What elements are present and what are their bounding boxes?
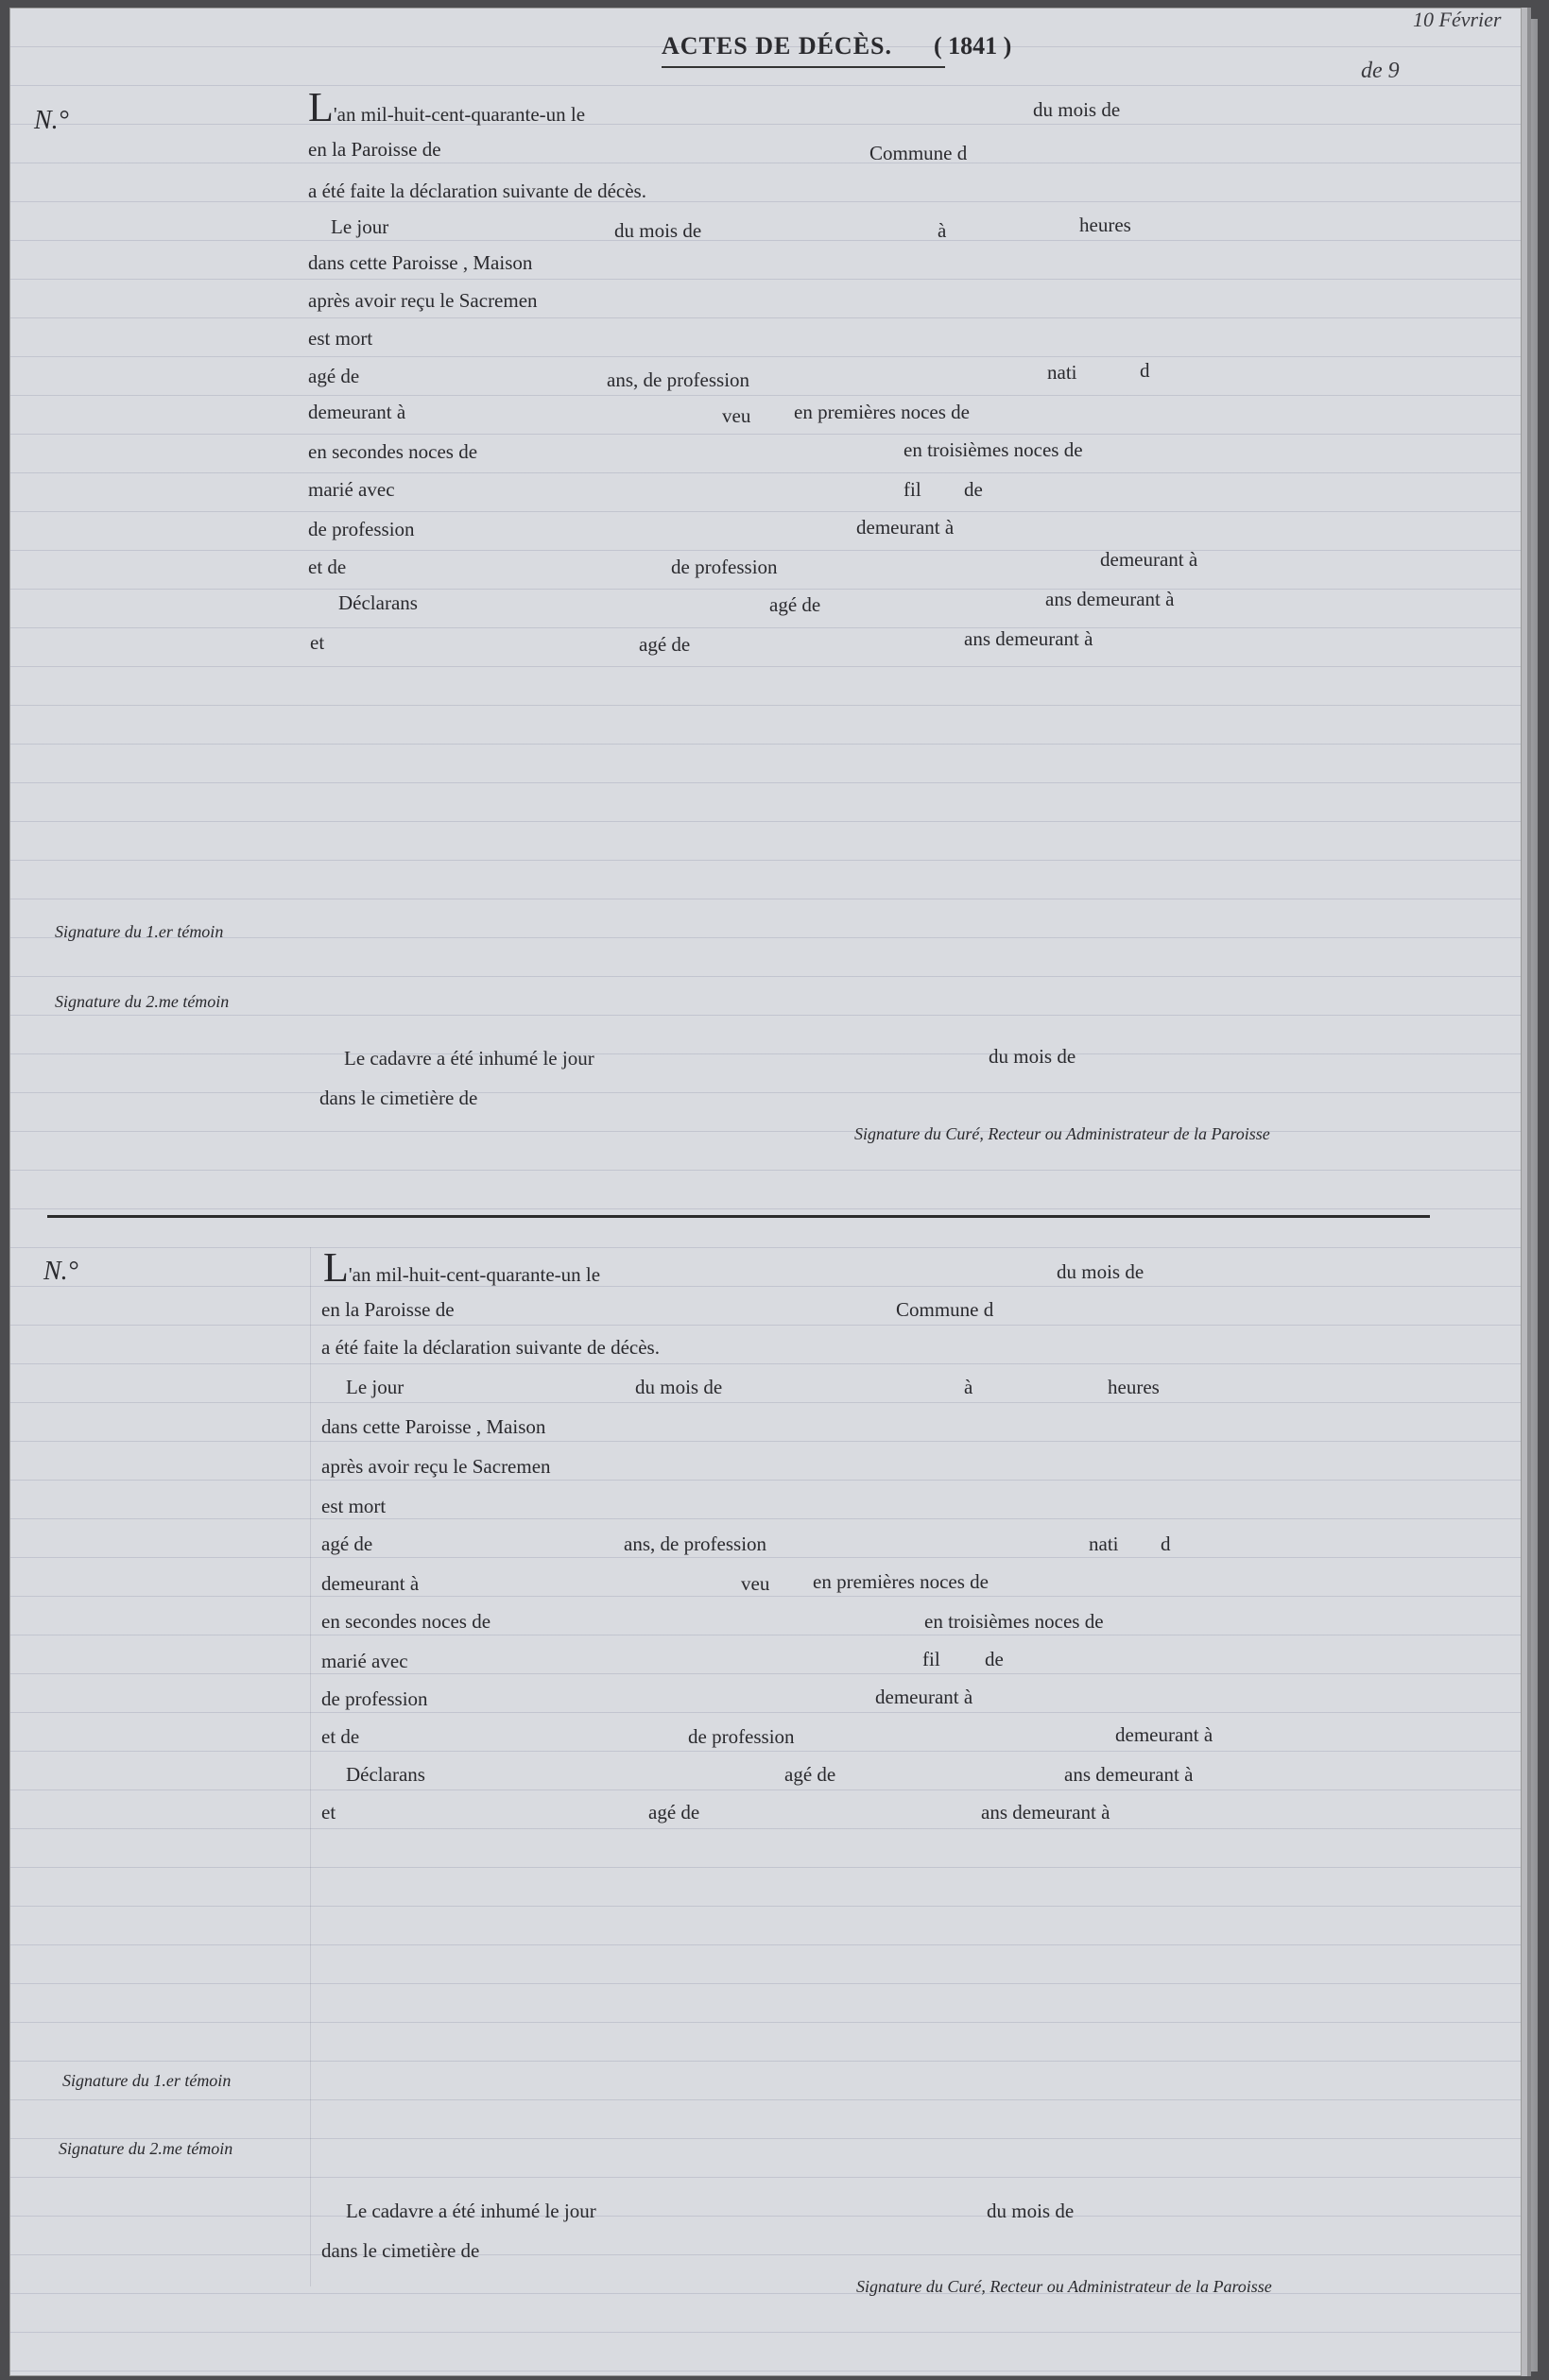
form-label: Le cadavre a été inhumé le jour (344, 1047, 594, 1070)
form-label: a été faite la déclaration suivante de décès. (308, 180, 646, 202)
form-label: en premières noces de (794, 401, 970, 423)
form-label: ans demeurant à (964, 627, 1093, 650)
form-label: dans le cimetière de (319, 1087, 478, 1109)
form-label: du mois de (614, 219, 702, 242)
form-label: après avoir reçu le Sacremen (321, 1455, 551, 1478)
entry-opening-line: L'an mil-huit-cent-quarante-un le (308, 84, 586, 130)
form-label: et de (308, 556, 347, 578)
signature-witness-2-label: Signature du 2.me témoin (59, 2139, 233, 2158)
form-label: après avoir reçu le Sacremen (308, 289, 538, 312)
form-label: nati (1089, 1532, 1119, 1555)
form-label: veu (722, 404, 751, 427)
form-label: Le jour (346, 1376, 404, 1398)
form-label: dans cette Paroisse , Maison (321, 1415, 546, 1438)
form-label: du mois de (635, 1376, 723, 1398)
form-label: heures (1108, 1376, 1160, 1398)
form-label: agé de (769, 593, 821, 616)
form-label: d (1140, 359, 1150, 382)
form-label: demeurant à (1115, 1723, 1213, 1746)
register-page (9, 8, 1522, 2376)
form-label: agé de (308, 365, 360, 387)
corner-handwritten-note: 10 Février (1413, 8, 1502, 31)
form-label: en la Paroisse de (321, 1298, 455, 1321)
form-label: est mort (321, 1495, 387, 1517)
corner-handwritten-fold: de 9 (1361, 59, 1400, 83)
form-label: Commune d (896, 1298, 994, 1321)
form-label: Le jour (331, 215, 389, 238)
form-label: ans demeurant à (1045, 588, 1175, 610)
signature-witness-2-label: Signature du 2.me témoin (55, 992, 230, 1011)
form-label: marié avec (321, 1650, 408, 1672)
form-label: en troisièmes noces de (924, 1610, 1104, 1633)
form-label: à (938, 219, 947, 242)
title-underline (662, 66, 945, 68)
form-label: agé de (648, 1801, 700, 1824)
form-label: demeurant à (321, 1572, 420, 1595)
page-title: ACTES DE DÉCÈS. (662, 32, 893, 60)
form-label: heures (1079, 214, 1131, 236)
form-label: de profession (308, 518, 415, 540)
form-label: de profession (671, 556, 778, 578)
form-label: veu (741, 1572, 770, 1595)
form-label: et (321, 1801, 336, 1824)
form-label: à (964, 1376, 973, 1398)
form-label: demeurant à (856, 516, 955, 539)
form-label: du mois de (1057, 1260, 1145, 1283)
form-label: et (310, 631, 325, 654)
form-label: Commune d (869, 142, 968, 164)
form-label: Le cadavre a été inhumé le jour (346, 2200, 596, 2222)
entry-opening-line: L'an mil-huit-cent-quarante-un le (323, 1244, 601, 1291)
form-label: d (1161, 1532, 1171, 1555)
form-label: du mois de (987, 2200, 1075, 2222)
form-label: fil (922, 1648, 940, 1670)
form-label: en premières noces de (813, 1570, 989, 1593)
signature-witness-1-label: Signature du 1.er témoin (62, 2071, 232, 2090)
form-label: et de (321, 1725, 360, 1748)
form-label: agé de (784, 1763, 836, 1786)
form-label: est mort (308, 327, 373, 350)
signature-cure-label: Signature du Curé, Recteur ou Administrateur de la Paroisse (854, 1124, 1270, 1143)
form-label: dans cette Paroisse , Maison (308, 251, 533, 274)
form-label: en troisièmes noces de (904, 438, 1083, 461)
form-label: a été faite la déclaration suivante de décès. (321, 1336, 660, 1359)
entry-separator (47, 1215, 1430, 1218)
form-label: Déclarans (338, 591, 418, 614)
drop-cap: L (323, 1244, 349, 1291)
form-label: demeurant à (1100, 548, 1198, 571)
signature-witness-1-label: Signature du 1.er témoin (55, 922, 224, 941)
form-label: du mois de (989, 1045, 1076, 1068)
form-label: en la Paroisse de (308, 138, 441, 161)
form-label: dans le cimetière de (321, 2239, 480, 2262)
form-label: Déclarans (346, 1763, 425, 1786)
form-label: agé de (321, 1532, 373, 1555)
form-label: ans, de profession (607, 368, 750, 391)
form-label: en secondes noces de (321, 1610, 491, 1633)
register-year: ( 1841 ) (934, 32, 1012, 60)
form-label: ans demeurant à (1064, 1763, 1194, 1786)
form-label: de profession (688, 1725, 795, 1748)
form-label: demeurant à (308, 401, 406, 423)
form-label: ans, de profession (624, 1532, 767, 1555)
form-label: de (964, 478, 983, 501)
form-label: demeurant à (875, 1686, 973, 1708)
form-label: de (985, 1648, 1004, 1670)
form-label: en secondes noces de (308, 440, 478, 463)
form-label: marié avec (308, 478, 395, 501)
form-label: ans demeurant à (981, 1801, 1110, 1824)
entry-number-label: N.° (43, 1257, 78, 1286)
drop-cap: L (308, 84, 334, 130)
form-label: du mois de (1033, 98, 1121, 121)
form-label: nati (1047, 361, 1077, 384)
signature-cure-label: Signature du Curé, Recteur ou Administrateur de la Paroisse (856, 2277, 1272, 2296)
form-label: fil (904, 478, 921, 501)
form-label: agé de (639, 633, 691, 656)
form-label: de profession (321, 1687, 428, 1710)
margin-rule (310, 1247, 311, 2286)
entry-number-label: N.° (34, 106, 69, 135)
